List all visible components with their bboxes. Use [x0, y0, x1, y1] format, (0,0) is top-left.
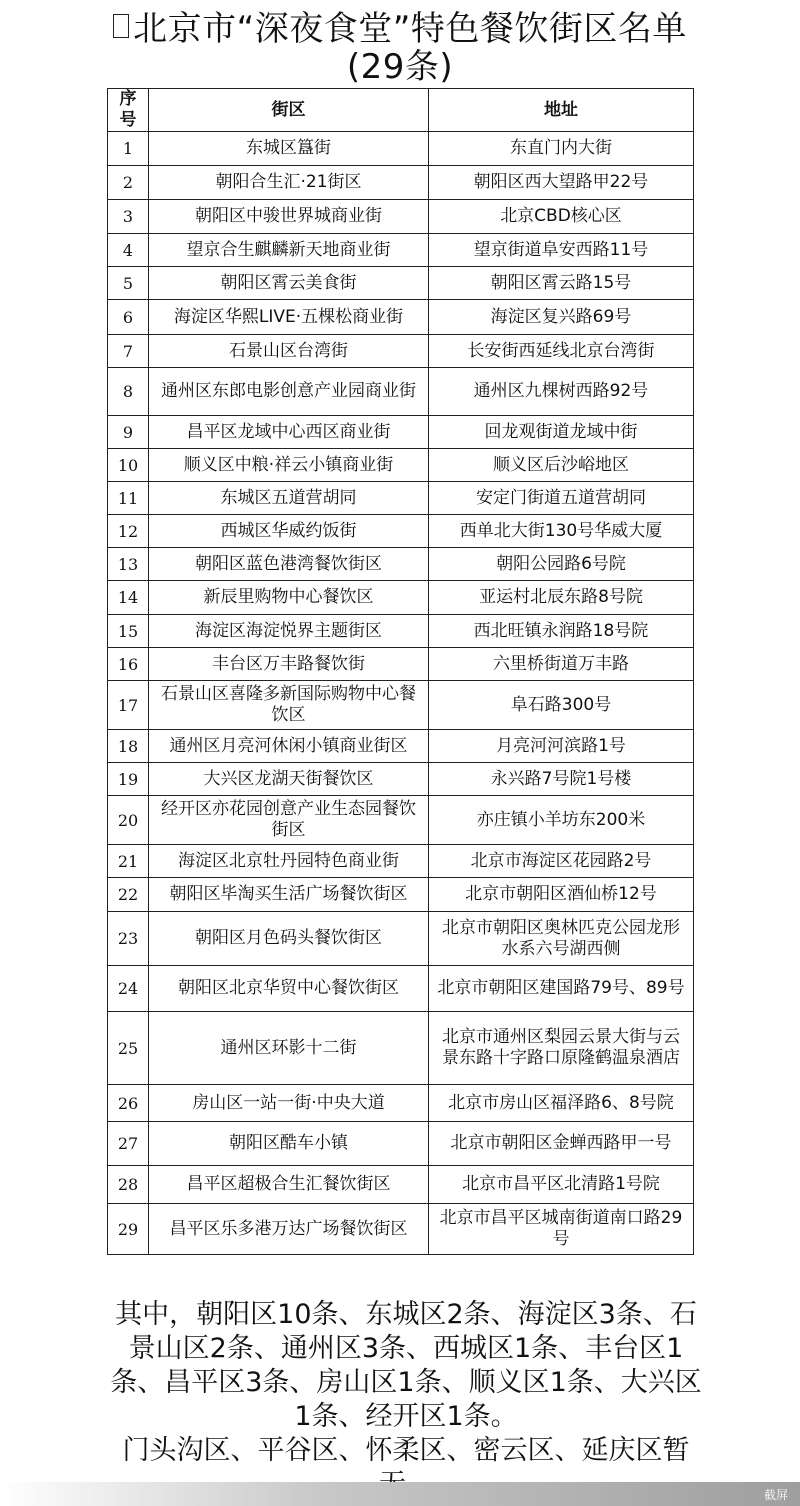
row-street: 房山区一站一街·中央大道 — [149, 1085, 429, 1122]
row-number: 1 — [108, 132, 149, 166]
table-row — [108, 845, 694, 878]
row-address: 北京市朝阳区金蝉西路甲一号 — [429, 1122, 694, 1166]
row-number: 7 — [108, 335, 149, 368]
row-address: 月亮河河滨路1号 — [429, 730, 694, 763]
row-street: 西城区华威约饭街 — [149, 515, 429, 548]
row-address: 北京市朝阳区奥林匹克公园龙形水系六号湖西侧 — [429, 912, 694, 966]
table-header-row — [108, 89, 694, 132]
row-number: 19 — [108, 763, 149, 796]
table-row — [108, 368, 694, 416]
row-street: 昌平区超极合生汇餐饮街区 — [149, 1166, 429, 1204]
row-street: 石景山区台湾街 — [149, 335, 429, 368]
row-address: 东直门内大街 — [429, 132, 694, 166]
row-street: 大兴区龙湖天街餐饮区 — [149, 763, 429, 796]
row-number: 8 — [108, 368, 149, 416]
row-number: 5 — [108, 267, 149, 300]
summary-paragraph-2: 门头沟区、平谷区、怀柔区、密云区、延庆区暂 — [122, 1435, 690, 1466]
row-number: 9 — [108, 416, 149, 449]
row-address: 西北旺镇永润路18号院 — [429, 615, 694, 648]
row-street: 朝阳区中骏世界城商业街 — [149, 200, 429, 234]
row-street: 望京合生麒麟新天地商业街 — [149, 234, 429, 267]
row-street: 东城区簋街 — [149, 132, 429, 166]
row-number: 25 — [108, 1012, 149, 1085]
row-number: 15 — [108, 615, 149, 648]
header-address: 地址 — [429, 89, 694, 132]
row-number: 28 — [108, 1166, 149, 1204]
row-address: 长安街西延线北京台湾街 — [429, 335, 694, 368]
row-address: 朝阳区西大望路甲22号 — [429, 166, 694, 200]
row-address: 朝阳区霄云路15号 — [429, 267, 694, 300]
screenshot-footer-bar — [0, 1482, 800, 1506]
row-address: 回龙观街道龙域中街 — [429, 416, 694, 449]
header-number: 序号 — [108, 89, 149, 132]
header-street: 街区 — [149, 89, 429, 132]
row-street: 新辰里购物中心餐饮区 — [149, 581, 429, 615]
title-line-2: (29条) — [346, 47, 454, 87]
row-address: 北京市朝阳区建国路79号、89号 — [429, 966, 694, 1012]
row-street: 经开区亦花园创意产业生态园餐饮街区 — [149, 796, 429, 845]
row-street: 昌平区龙域中心西区商业街 — [149, 416, 429, 449]
row-street: 东城区五道营胡同 — [149, 482, 429, 515]
row-address: 北京市朝阳区酒仙桥12号 — [429, 878, 694, 912]
row-number: 4 — [108, 234, 149, 267]
table-row — [108, 912, 694, 966]
street-list-table — [107, 88, 694, 1255]
row-address: 亦庄镇小羊坊东200米 — [429, 796, 694, 845]
row-address: 北京CBD核心区 — [429, 200, 694, 234]
page-title — [0, 10, 800, 86]
row-street: 昌平区乐多港万达广场餐饮街区 — [149, 1204, 429, 1255]
row-street: 朝阳区月色码头餐饮街区 — [149, 912, 429, 966]
row-number: 10 — [108, 449, 149, 482]
table-row — [108, 763, 694, 796]
table-row — [108, 482, 694, 515]
row-number: 14 — [108, 581, 149, 615]
row-number: 21 — [108, 845, 149, 878]
table-row — [108, 681, 694, 730]
row-address: 海淀区复兴路69号 — [429, 300, 694, 335]
table-row — [108, 234, 694, 267]
table-row — [108, 730, 694, 763]
row-number: 26 — [108, 1085, 149, 1122]
row-address: 北京市房山区福泽路6、8号院 — [429, 1085, 694, 1122]
screenshot-tag: 截屏 — [763, 1488, 788, 1502]
table-row — [108, 581, 694, 615]
row-number: 18 — [108, 730, 149, 763]
row-address: 望京街道阜安西路11号 — [429, 234, 694, 267]
table-row — [108, 1204, 694, 1255]
row-number: 13 — [108, 548, 149, 581]
table-row — [108, 416, 694, 449]
row-number: 23 — [108, 912, 149, 966]
row-number: 6 — [108, 300, 149, 335]
row-street: 朝阳合生汇·21街区 — [149, 166, 429, 200]
table-row — [108, 548, 694, 581]
table-row — [108, 300, 694, 335]
row-address: 北京市昌平区北清路1号院 — [429, 1166, 694, 1204]
row-address: 通州区九棵树西路92号 — [429, 368, 694, 416]
table-row — [108, 796, 694, 845]
table-row — [108, 449, 694, 482]
row-number: 22 — [108, 878, 149, 912]
row-street: 顺义区中粮·祥云小镇商业街 — [149, 449, 429, 482]
row-street: 朝阳区毕淘买生活广场餐饮街区 — [149, 878, 429, 912]
row-street: 通州区环影十二街 — [149, 1012, 429, 1085]
row-street: 朝阳区酷车小镇 — [149, 1122, 429, 1166]
row-street: 海淀区华熙LIVE·五棵松商业街 — [149, 300, 429, 335]
row-number: 11 — [108, 482, 149, 515]
row-number: 29 — [108, 1204, 149, 1255]
row-address: 北京市昌平区城南街道南口路29号 — [429, 1204, 694, 1255]
row-number: 16 — [108, 648, 149, 681]
row-street: 海淀区北京牡丹园特色商业街 — [149, 845, 429, 878]
row-street: 朝阳区霄云美食街 — [149, 267, 429, 300]
row-street: 朝阳区蓝色港湾餐饮街区 — [149, 548, 429, 581]
table-row — [108, 132, 694, 166]
row-number: 27 — [108, 1122, 149, 1166]
table-row — [108, 267, 694, 300]
table-row — [108, 1085, 694, 1122]
row-address: 顺义区后沙峪地区 — [429, 449, 694, 482]
row-number: 24 — [108, 966, 149, 1012]
table-row — [108, 166, 694, 200]
table-row — [108, 335, 694, 368]
table-row — [108, 966, 694, 1012]
row-number: 3 — [108, 200, 149, 234]
table-row — [108, 200, 694, 234]
row-address: 朝阳公园路6号院 — [429, 548, 694, 581]
row-street: 通州区月亮河休闲小镇商业街区 — [149, 730, 429, 763]
title-line-1 — [0, 10, 800, 48]
row-street: 海淀区海淀悦界主题街区 — [149, 615, 429, 648]
row-address: 永兴路7号院1号楼 — [429, 763, 694, 796]
table-row — [108, 1122, 694, 1166]
row-address: 阜石路300号 — [429, 681, 694, 730]
summary-paragraph-1: 其中，朝阳区10条、东城区2条、海淀区3条、石景山区2条、通州区3条、西城区1条、丰台区1条、昌平区3条、房山区1条、顺义区1条、大兴区1条、经开区1条。 — [110, 1299, 702, 1432]
table-row — [108, 1012, 694, 1085]
table-body — [108, 132, 694, 1255]
table-row — [108, 615, 694, 648]
row-address: 六里桥街道万丰路 — [429, 648, 694, 681]
row-address: 安定门街道五道营胡同 — [429, 482, 694, 515]
row-number: 17 — [108, 681, 149, 730]
row-address: 西单北大街130号华威大厦 — [429, 515, 694, 548]
row-number: 2 — [108, 166, 149, 200]
table-row — [108, 878, 694, 912]
row-address: 北京市海淀区花园路2号 — [429, 845, 694, 878]
row-street: 通州区东郎电影创意产业园商业街 — [149, 368, 429, 416]
placeholder-box-icon — [113, 14, 129, 38]
row-number: 12 — [108, 515, 149, 548]
row-street: 石景山区喜隆多新国际购物中心餐饮区 — [149, 681, 429, 730]
table-row — [108, 515, 694, 548]
title-text: 北京市“深夜食堂”特色餐饮街区名单 — [133, 9, 687, 49]
row-address: 北京市通州区梨园云景大街与云景东路十字路口原隆鹤温泉酒店 — [429, 1012, 694, 1085]
row-street: 朝阳区北京华贸中心餐饮街区 — [149, 966, 429, 1012]
table-row — [108, 1166, 694, 1204]
table-row — [108, 648, 694, 681]
summary — [104, 1298, 708, 1502]
row-number: 20 — [108, 796, 149, 845]
row-street: 丰台区万丰路餐饮街 — [149, 648, 429, 681]
row-address: 亚运村北辰东路8号院 — [429, 581, 694, 615]
